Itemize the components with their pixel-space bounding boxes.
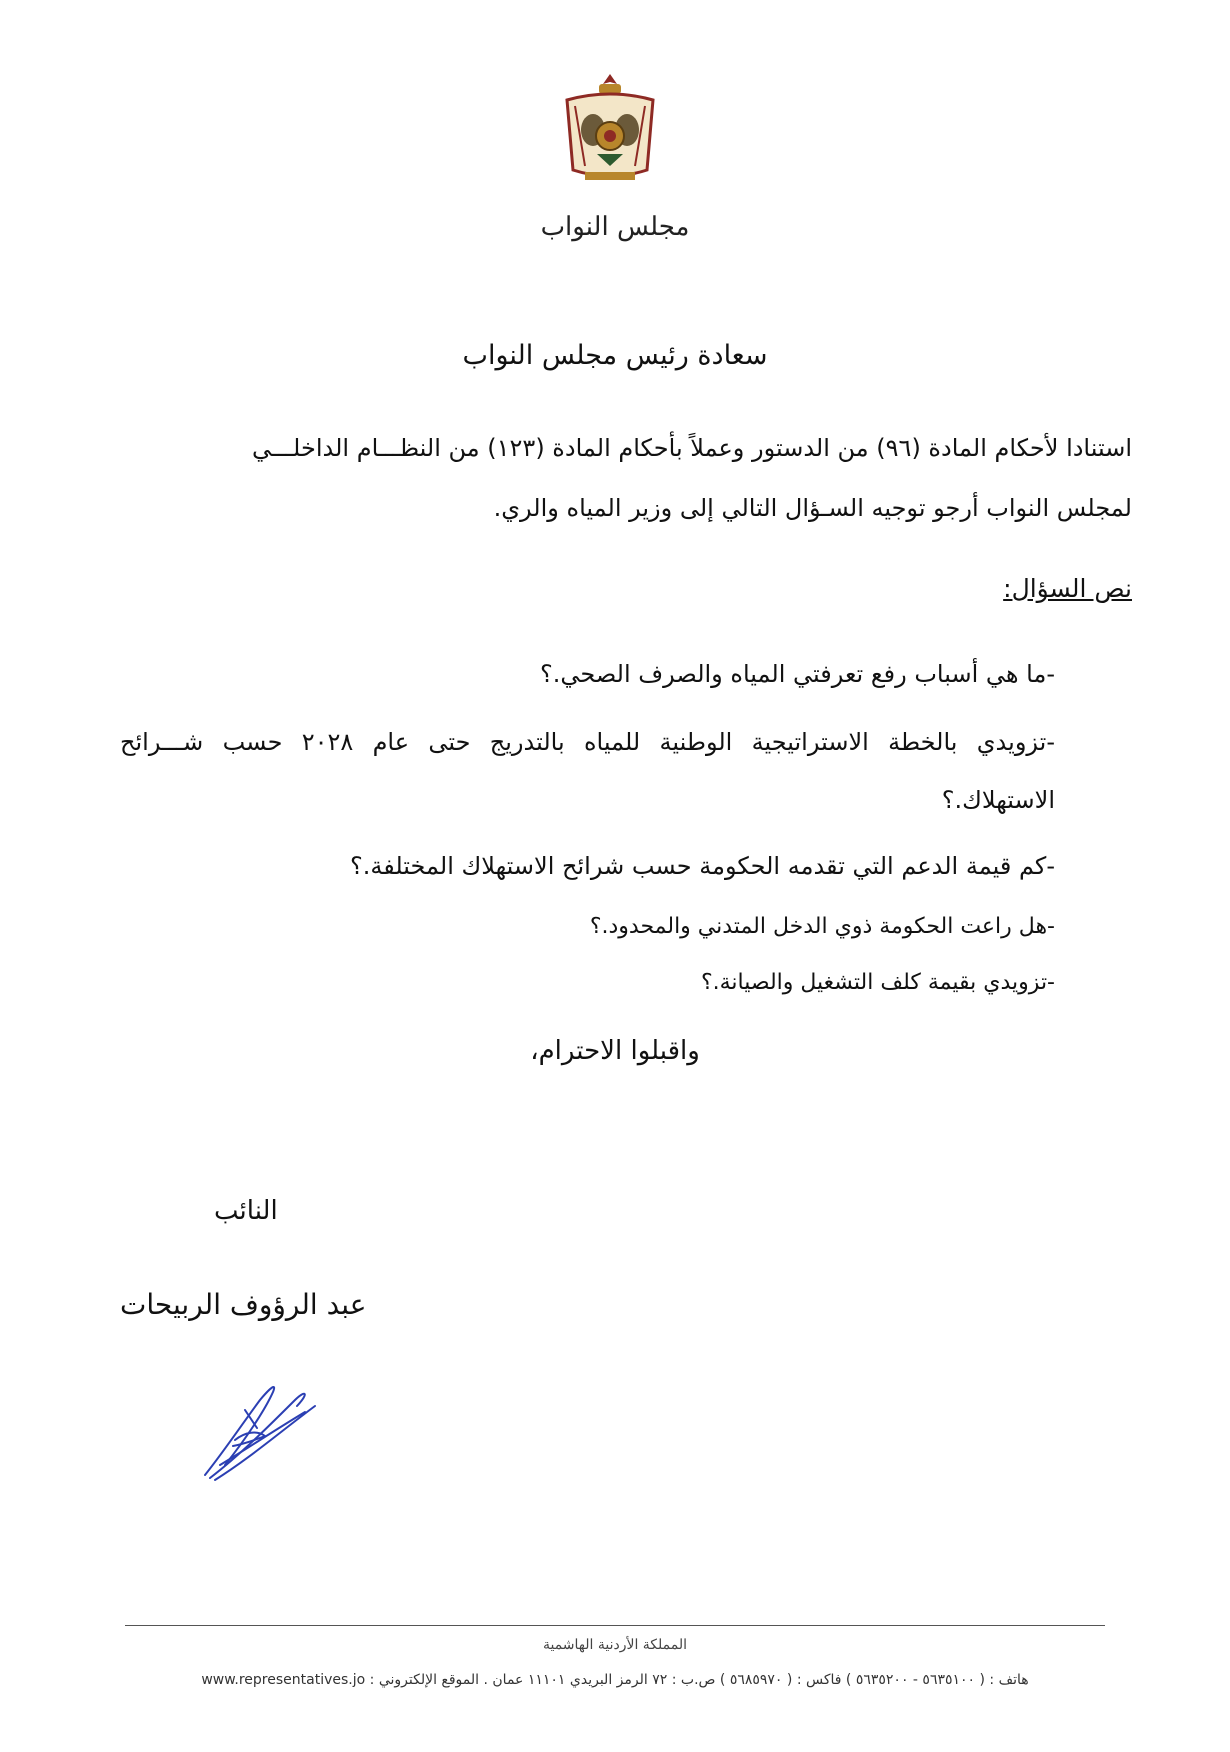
paragraph-line-2	[120, 478, 1132, 538]
coat-of-arms-icon	[555, 70, 665, 188]
signatory-name: عبد الرؤوف الربيحات	[120, 1288, 367, 1321]
question-item-3: -كم قيمة الدعم التي تقدمه الحكومة حسب شرائح الاستهلاك المختلفة.؟	[349, 852, 1055, 880]
salutation: سعادة رئيس مجلس النواب	[462, 340, 768, 371]
footer-contact-line: هاتف : ( ٥٦٣٥١٠٠ - ٥٦٣٥٢٠٠ ) فاكس : ( ٥٦٨٥٩٧٠ ) ص.ب : ٧٢ الرمز البريدي ١١١٠١ عمان . الموقع الإلكتروني : www.representatives.jo	[201, 1672, 1029, 1688]
footer-kingdom-mark: المملكة الأردنية الهاشمية	[542, 1637, 688, 1653]
handwritten-signature	[185, 1370, 335, 1485]
paragraph-line-1	[120, 418, 1132, 478]
question-item-4: -هل راعت الحكومة ذوي الدخل المتدني والمحدود.؟	[589, 914, 1055, 939]
paragraph-line-2-text: لمجلس النواب أرجو توجيه السـؤال التالي إلى وزير المياه والري.	[493, 494, 1132, 522]
question-item-1: -ما هي أسباب رفع تعرفتي المياه والصرف الصحي.؟	[539, 660, 1055, 688]
emblem-caption: مجلس النواب	[540, 212, 690, 242]
paragraph-line-1-text: استنادا لأحكام المادة (٩٦) من الدستور وعملاً بأحكام المادة (١٢٣) من النظـــام الداخلـــي	[251, 434, 1132, 462]
closing-line: واقبلوا الاحترام،	[530, 1036, 700, 1066]
question-item-5: -تزويدي بقيمة كلف التشغيل والصيانة.؟	[700, 970, 1055, 995]
question-item-2-line-1: -تزويدي بالخطة الاستراتيجية الوطنية للمياه بالتدريج حتى عام ٢٠٢٨ حسب شـــرائح	[120, 728, 1055, 756]
footer-divider	[125, 1625, 1105, 1626]
question-item-2-line-2: الاستهلاك.؟	[941, 786, 1055, 814]
question-heading: نص السؤال:	[1003, 574, 1132, 603]
signatory-role: النائب	[214, 1196, 278, 1226]
